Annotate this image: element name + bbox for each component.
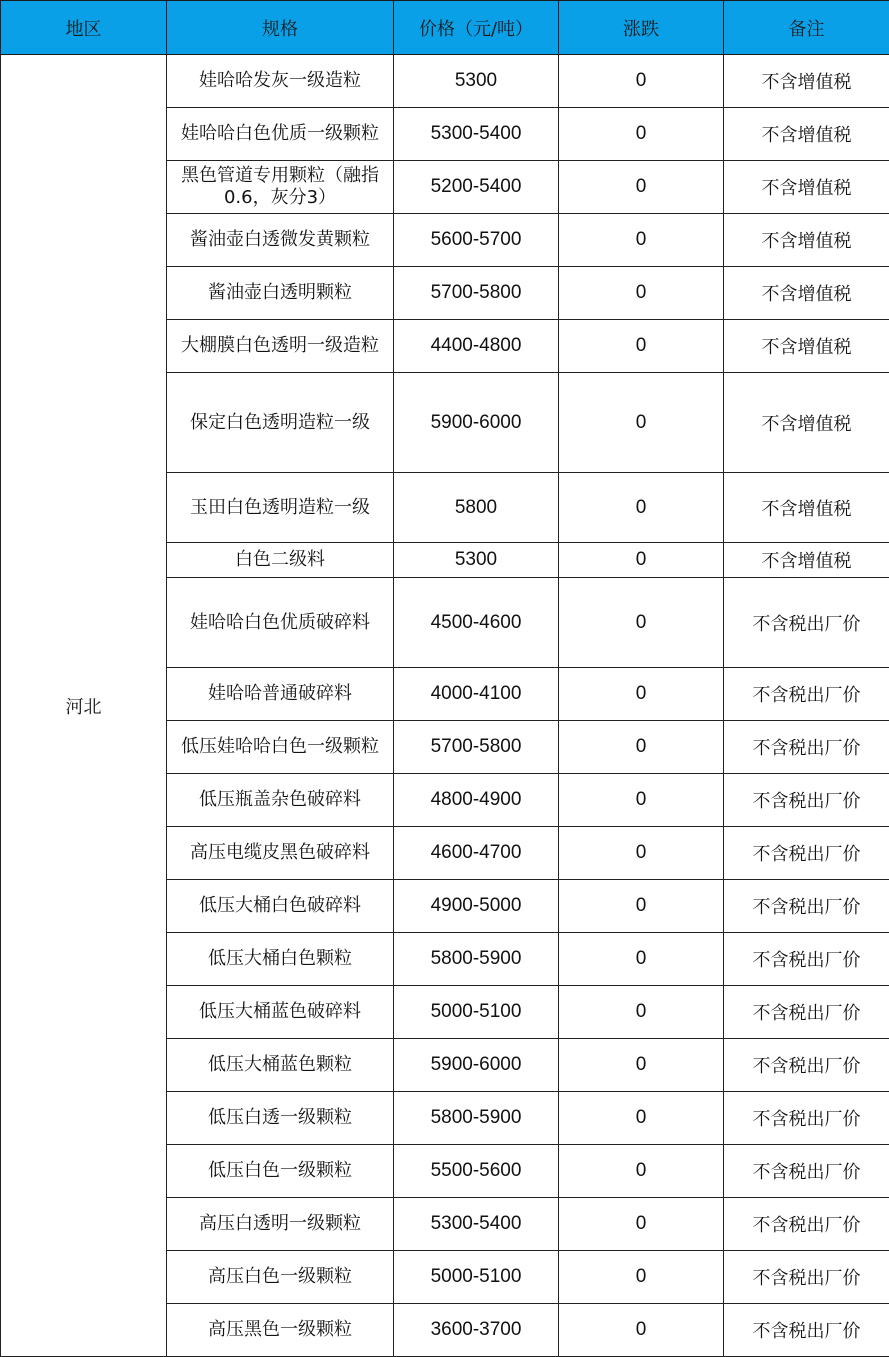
price-cell: 4000-4100	[394, 668, 559, 721]
table-body	[1, 55, 889, 1357]
price-cell: 5600-5700	[394, 214, 559, 267]
change-cell: 0	[559, 543, 724, 578]
note-cell: 不含增值税	[724, 108, 889, 161]
change-cell: 0	[559, 1145, 724, 1198]
header-price: 价格（元/吨）	[394, 1, 559, 55]
change-cell: 0	[559, 986, 724, 1039]
price-cell: 5800	[394, 473, 559, 543]
spec-cell: 娃哈哈白色优质一级颗粒	[167, 108, 394, 161]
header-spec: 规格	[167, 1, 394, 55]
change-cell: 0	[559, 1304, 724, 1357]
header-note: 备注	[724, 1, 889, 55]
note-cell: 不含增值税	[724, 320, 889, 373]
change-cell: 0	[559, 880, 724, 933]
spec-cell: 酱油壶白透明颗粒	[167, 267, 394, 320]
spec-cell: 低压白透一级颗粒	[167, 1092, 394, 1145]
change-cell: 0	[559, 1198, 724, 1251]
change-cell: 0	[559, 578, 724, 668]
change-cell: 0	[559, 55, 724, 108]
spec-cell: 酱油壶白透微发黄颗粒	[167, 214, 394, 267]
spec-cell: 黑色管道专用颗粒（融指0.6，灰分3）	[167, 161, 394, 214]
change-cell: 0	[559, 933, 724, 986]
change-cell: 0	[559, 161, 724, 214]
note-cell: 不含税出厂价	[724, 721, 889, 774]
price-cell: 5800-5900	[394, 1092, 559, 1145]
price-cell: 5300	[394, 543, 559, 578]
note-cell: 不含增值税	[724, 473, 889, 543]
spec-cell: 娃哈哈发灰一级造粒	[167, 55, 394, 108]
note-cell: 不含增值税	[724, 543, 889, 578]
note-cell: 不含增值税	[724, 55, 889, 108]
spec-cell: 高压白透明一级颗粒	[167, 1198, 394, 1251]
change-cell: 0	[559, 473, 724, 543]
change-cell: 0	[559, 1092, 724, 1145]
note-cell: 不含增值税	[724, 373, 889, 473]
price-cell: 5000-5100	[394, 1251, 559, 1304]
price-cell: 4800-4900	[394, 774, 559, 827]
price-cell: 5900-6000	[394, 373, 559, 473]
spec-cell: 高压电缆皮黑色破碎料	[167, 827, 394, 880]
price-cell: 4600-4700	[394, 827, 559, 880]
price-cell: 5700-5800	[394, 721, 559, 774]
price-cell: 4900-5000	[394, 880, 559, 933]
price-cell: 5700-5800	[394, 267, 559, 320]
price-cell: 3600-3700	[394, 1304, 559, 1357]
price-cell: 4400-4800	[394, 320, 559, 373]
spec-cell: 低压娃哈哈白色一级颗粒	[167, 721, 394, 774]
spec-cell: 低压白色一级颗粒	[167, 1145, 394, 1198]
spec-cell: 低压大桶白色破碎料	[167, 880, 394, 933]
spec-cell: 白色二级料	[167, 543, 394, 578]
spec-cell: 娃哈哈白色优质破碎料	[167, 578, 394, 668]
header-change: 涨跌	[559, 1, 724, 55]
change-cell: 0	[559, 373, 724, 473]
spec-cell: 高压白色一级颗粒	[167, 1251, 394, 1304]
note-cell: 不含增值税	[724, 267, 889, 320]
note-cell: 不含税出厂价	[724, 774, 889, 827]
change-cell: 0	[559, 721, 724, 774]
spec-cell: 大棚膜白色透明一级造粒	[167, 320, 394, 373]
note-cell: 不含税出厂价	[724, 933, 889, 986]
region-cell: 河北	[1, 55, 167, 1357]
change-cell: 0	[559, 668, 724, 721]
note-cell: 不含税出厂价	[724, 1092, 889, 1145]
change-cell: 0	[559, 827, 724, 880]
note-cell: 不含税出厂价	[724, 986, 889, 1039]
price-cell: 4500-4600	[394, 578, 559, 668]
price-cell: 5900-6000	[394, 1039, 559, 1092]
price-cell: 5300-5400	[394, 108, 559, 161]
note-cell: 不含增值税	[724, 161, 889, 214]
header-row	[1, 1, 889, 55]
table-header	[1, 1, 889, 55]
note-cell: 不含税出厂价	[724, 880, 889, 933]
note-cell: 不含税出厂价	[724, 1039, 889, 1092]
spec-cell: 低压大桶白色颗粒	[167, 933, 394, 986]
price-cell: 5500-5600	[394, 1145, 559, 1198]
note-cell: 不含税出厂价	[724, 668, 889, 721]
note-cell: 不含税出厂价	[724, 1251, 889, 1304]
change-cell: 0	[559, 774, 724, 827]
note-cell: 不含税出厂价	[724, 578, 889, 668]
spec-cell: 玉田白色透明造粒一级	[167, 473, 394, 543]
spec-cell: 高压黑色一级颗粒	[167, 1304, 394, 1357]
price-cell: 5000-5100	[394, 986, 559, 1039]
table-row	[1, 55, 889, 108]
change-cell: 0	[559, 320, 724, 373]
note-cell: 不含税出厂价	[724, 827, 889, 880]
note-cell: 不含税出厂价	[724, 1145, 889, 1198]
note-cell: 不含增值税	[724, 214, 889, 267]
header-region: 地区	[1, 1, 167, 55]
spec-cell: 娃哈哈普通破碎料	[167, 668, 394, 721]
spec-cell: 低压瓶盖杂色破碎料	[167, 774, 394, 827]
change-cell: 0	[559, 1251, 724, 1304]
change-cell: 0	[559, 108, 724, 161]
price-cell: 5800-5900	[394, 933, 559, 986]
change-cell: 0	[559, 267, 724, 320]
price-cell: 5200-5400	[394, 161, 559, 214]
spec-cell: 低压大桶蓝色颗粒	[167, 1039, 394, 1092]
note-cell: 不含税出厂价	[724, 1198, 889, 1251]
price-cell: 5300-5400	[394, 1198, 559, 1251]
change-cell: 0	[559, 1039, 724, 1092]
change-cell: 0	[559, 214, 724, 267]
spec-cell: 低压大桶蓝色破碎料	[167, 986, 394, 1039]
spec-cell: 保定白色透明造粒一级	[167, 373, 394, 473]
price-cell: 5300	[394, 55, 559, 108]
note-cell: 不含税出厂价	[724, 1304, 889, 1357]
